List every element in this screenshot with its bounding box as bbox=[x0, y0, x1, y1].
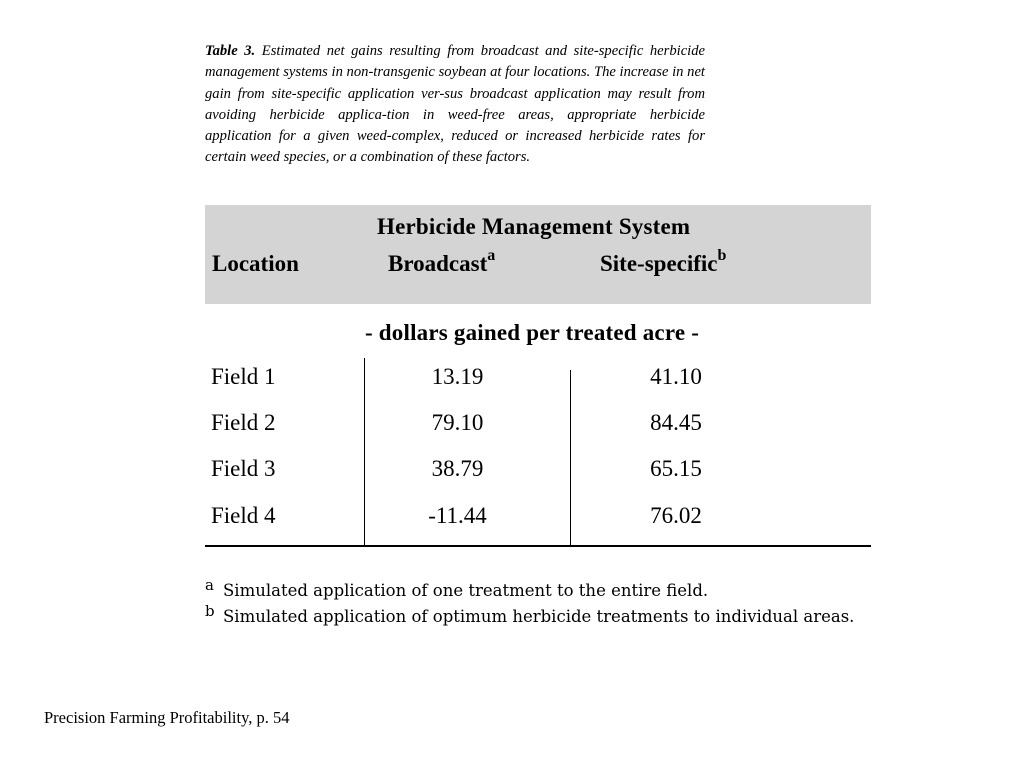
site-specific-header-label: Site-specific bbox=[600, 251, 718, 276]
location-cell: Field 3 bbox=[211, 456, 276, 481]
table-row bbox=[205, 497, 871, 543]
table-row bbox=[205, 404, 871, 450]
broadcast-header bbox=[388, 247, 496, 277]
footnote-mark: b bbox=[205, 602, 215, 620]
broadcast-cell: 38.79 bbox=[431, 456, 484, 481]
site-specific-cell: 84.45 bbox=[650, 410, 702, 435]
broadcast-header-label: Broadcast bbox=[388, 251, 488, 276]
broadcast-footnote-mark: a bbox=[487, 247, 496, 265]
table-row bbox=[205, 450, 871, 496]
footnote-b bbox=[205, 604, 865, 630]
table-body bbox=[205, 358, 871, 545]
caption-text: Estimated net gains resulting from broadcast and site-specific herbicide management systems in non-transgenic soybean at four locations. The increase in net gain from site-specific application ver-sus broadcast application may result from avoiding herbicide applica-tion in weed-free areas, appropriate herbicide application for a given weed-complex, reduced or increased herbicide rates for certain weed species, or a combination of these factors. bbox=[205, 43, 706, 166]
results-table bbox=[205, 205, 871, 528]
table-caption bbox=[205, 41, 705, 169]
broadcast-cell: -11.44 bbox=[428, 503, 487, 528]
footnote-text: Simulated application of one treatment to the entire field. bbox=[223, 581, 709, 600]
table-header bbox=[205, 205, 871, 304]
footnote-a bbox=[205, 578, 865, 604]
broadcast-cell: 13.19 bbox=[431, 364, 484, 389]
location-cell: Field 4 bbox=[211, 503, 276, 528]
site-specific-cell: 41.10 bbox=[650, 364, 702, 389]
location-header: Location bbox=[212, 251, 299, 276]
site-specific-footnote-mark: b bbox=[717, 247, 727, 265]
site-specific-cell: 65.15 bbox=[650, 456, 702, 481]
units-label: - dollars gained per treated acre - bbox=[365, 320, 700, 345]
slide-footer: Precision Farming Profitability, p. 54 bbox=[44, 708, 290, 727]
footnote-text: Simulated application of optimum herbicide treatments to individual areas. bbox=[223, 607, 855, 626]
table-row bbox=[205, 358, 871, 404]
location-cell: Field 1 bbox=[211, 364, 276, 389]
table-bottom-rule bbox=[205, 545, 871, 547]
group-header: Herbicide Management System bbox=[377, 214, 691, 239]
footnote-mark: a bbox=[205, 576, 214, 594]
broadcast-cell: 79.10 bbox=[431, 410, 484, 435]
site-specific-header bbox=[600, 247, 727, 277]
caption-label: Table 3. bbox=[205, 43, 256, 59]
location-cell: Field 2 bbox=[211, 410, 276, 435]
site-specific-cell: 76.02 bbox=[650, 503, 702, 528]
table-footnotes bbox=[205, 578, 865, 630]
